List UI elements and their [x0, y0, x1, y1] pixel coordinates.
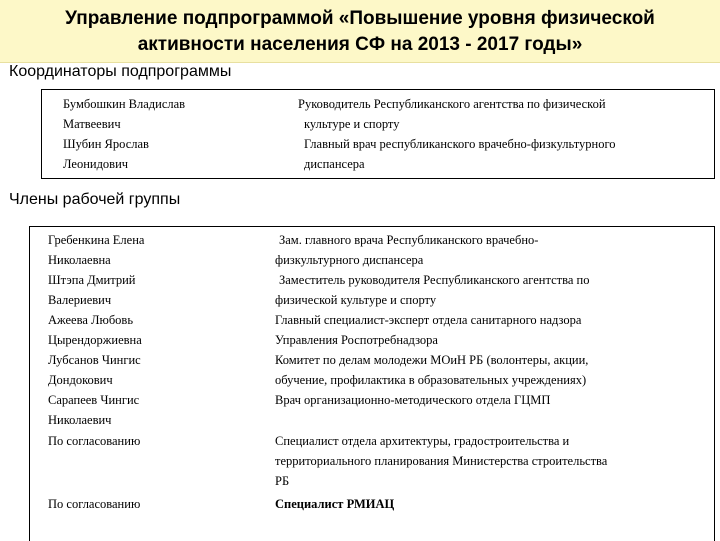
coordinators-table	[41, 89, 715, 179]
member-name-line2: Николаевич	[48, 413, 112, 427]
member-name-line1: По согласованию	[48, 434, 141, 448]
table-row	[42, 94, 714, 134]
member-name-line1: Сарапеев Чингис	[48, 393, 140, 407]
table-row	[30, 491, 714, 514]
member-name-line1: Ажеева Любовь	[48, 313, 134, 327]
member-position-line: Управления Роспотребнадзора	[275, 333, 438, 347]
coordinator-position-line2: культуре и спорту	[304, 117, 400, 131]
table-row	[30, 230, 714, 270]
title-line-2: активности населения СФ на 2013 - 2017 годы»	[137, 34, 583, 55]
table-row	[30, 350, 714, 390]
coordinator-name-line2: Матвеевич	[63, 117, 121, 131]
members-heading: Члены рабочей группы	[9, 191, 181, 208]
members-table	[29, 226, 715, 541]
member-name-line1: Гребенкина Елена	[48, 233, 145, 247]
member-position-line: Главный специалист-эксперт отдела санитарного надзора	[275, 313, 582, 327]
coordinator-position-line1: Главный врач республиканского врачебно-физкультурного	[304, 137, 616, 151]
member-name-line2: Цырендоржиевна	[48, 333, 142, 347]
member-name-line2: Валериевич	[48, 293, 112, 307]
member-name-line1: Штэпа Дмитрий	[48, 273, 136, 287]
page-title	[0, 6, 720, 58]
coordinator-name-line1: Бумбошкин Владислав	[63, 97, 186, 111]
member-position-line: территориального планирования Министерства строительства	[275, 454, 608, 468]
member-position-line: Зам. главного врача Республиканского врачебно-	[279, 233, 539, 247]
coordinator-position-line2: диспансера	[304, 157, 365, 171]
member-position-line: обучение, профилактика в образовательных учреждениях)	[275, 373, 587, 387]
title-banner	[0, 0, 720, 63]
title-line-1: Управление подпрограммой «Повышение уровня физической	[65, 8, 655, 29]
member-name-line1: По согласованию	[48, 497, 141, 511]
member-position-line: физической культуре и спорту	[275, 293, 437, 307]
coordinator-name-line1: Шубин Ярослав	[63, 137, 149, 151]
member-position-line: физкультурного диспансера	[275, 253, 424, 267]
member-name-line2: Дондокович	[48, 373, 113, 387]
coordinator-position-line1: Руководитель Республиканского агентства по физической	[298, 97, 606, 111]
member-position-line: Врач организационно-методического отдела ГЦМП	[275, 393, 551, 407]
table-row	[30, 430, 714, 491]
member-position-line: Комитет по делам молодежи МОиН РБ (волонтеры, акции,	[275, 353, 589, 367]
member-name-line2: Николаевна	[48, 253, 111, 267]
member-position-line: Заместитель руководителя Республиканского агентства по	[279, 273, 590, 287]
member-position-line: Специалист РМИАЦ	[275, 497, 395, 511]
coordinators-heading: Координаторы подпрограммы	[9, 63, 232, 80]
table-row	[30, 390, 714, 430]
table-row	[30, 310, 714, 350]
coordinator-name-line2: Леонидович	[63, 157, 129, 171]
member-position-line: РБ	[275, 474, 290, 488]
member-position-line: Специалист отдела архитектуры, градостроительства и	[275, 434, 570, 448]
member-name-line1: Лубсанов Чингис	[48, 353, 141, 367]
table-row	[42, 134, 714, 174]
table-row	[30, 270, 714, 310]
